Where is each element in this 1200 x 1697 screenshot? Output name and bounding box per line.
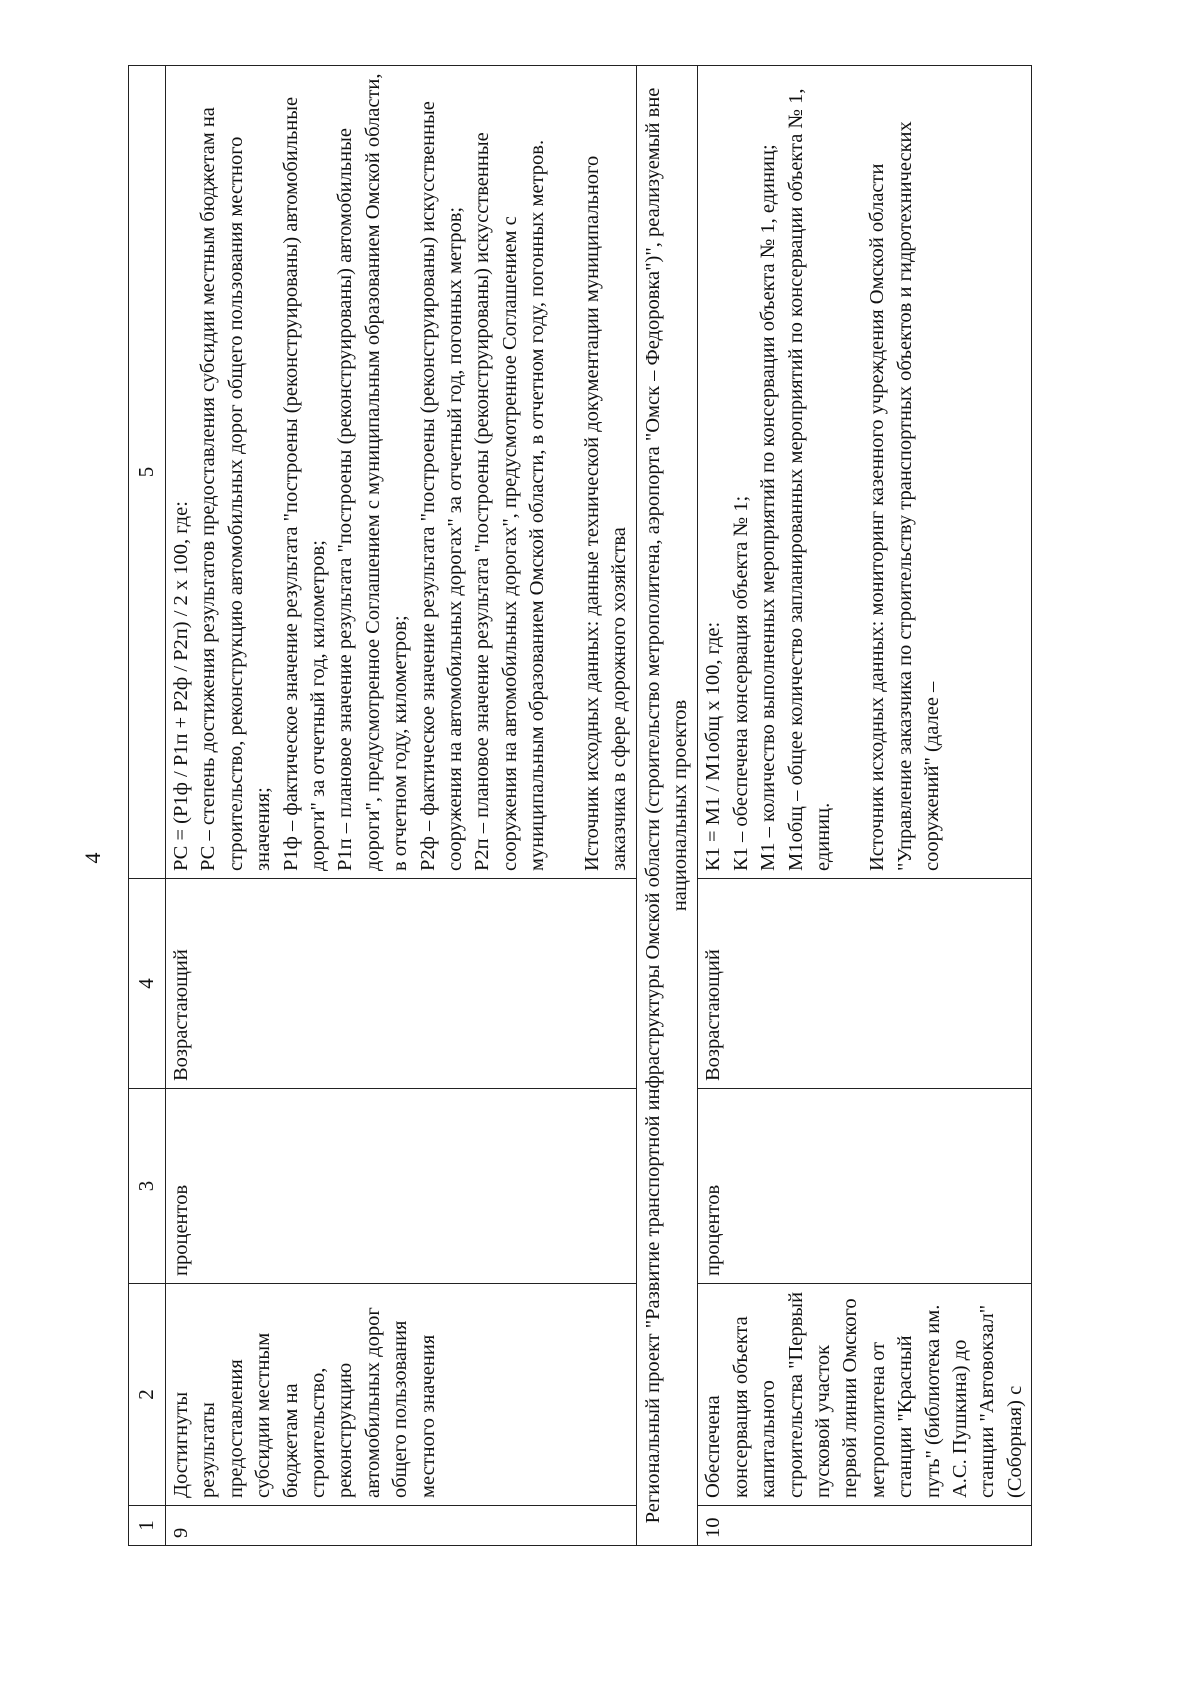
row-number: 10 bbox=[698, 1506, 1032, 1546]
formula-line: К1 – обеспечена консервация объекта № 1; bbox=[729, 495, 752, 871]
page-number: 4 bbox=[80, 852, 105, 864]
formula-line: Р1п – плановое значение результата "построены (реконструированы) автомобильные дороги", предусмотренное Соглашением с муниципальным образованием Омской области, в отчетном году, километров; bbox=[334, 73, 412, 871]
indicator-name: Обеспечена консервация объекта капитального строительства "Первый пусковой участок первой линии Омского метрополитена от станции "Красный путь" (библиотека им. А.С. Пушкина) до станции "Автовокзал" (Соборная) с bbox=[698, 1284, 1032, 1506]
formula-line: РС – степень достижения результатов предоставления субсидии местным бюджетам на строительство, реконструкцию автомобильных дорог общего пользования местного значения; bbox=[197, 107, 275, 871]
data-source: Источник исходных данных: данные технической документации муниципального заказчика в сфере дорожного хозяйства bbox=[580, 155, 631, 871]
calculation-method bbox=[698, 66, 1032, 879]
header-col-3: 3 bbox=[129, 1089, 166, 1284]
indicator-name: Достигнуты результаты предоставления субсидии местным бюджетам на строительство, реконструкцию автомобильных дорог общего пользования местного значения bbox=[166, 1284, 637, 1506]
formula-line: Р1ф – фактическое значение результата "построены (реконструированы) автомобильные дороги" за отчетный год, километров; bbox=[279, 96, 330, 871]
trend: Возрастающий bbox=[698, 879, 1032, 1089]
section-heading-row bbox=[636, 66, 698, 1546]
unit-of-measure: процентов bbox=[166, 1089, 637, 1284]
header-col-1: 1 bbox=[129, 1506, 166, 1546]
calculation-method bbox=[166, 66, 637, 879]
formula-line: М1 – количество выполненных мероприятий по консервации объекта № 1, единиц; bbox=[757, 144, 780, 871]
rotated-table-container bbox=[128, 66, 1168, 1546]
unit-of-measure: процентов bbox=[698, 1089, 1032, 1284]
formula-line: Р2п – плановое значение результата "построены (реконструированы) искусственные сооружения на автомобильных дорогах", предусмотренное Соглашением с муниципальным образованием Омской области, в отчетном году, погонных метров. bbox=[471, 132, 549, 871]
formula-line: Р2ф – фактическое значение результата "построены (реконструированы) искусственные сооружения на автомобильных дорогах" за отчетный год, погонных метров; bbox=[416, 101, 467, 871]
header-col-4: 4 bbox=[129, 879, 166, 1089]
regional-project-title: Региональный проект "Развитие транспортной инфраструктуры Омской области (строительство метрополитена, аэропорта "Омск – Федоровка")", реализуемый вне национальных проектов bbox=[636, 66, 698, 1546]
table-header-row bbox=[129, 66, 166, 1546]
formula-line: М1общ – общее количество запланированных мероприятий по консервации объекта № 1, единиц. bbox=[784, 88, 834, 871]
table-row bbox=[166, 66, 637, 1546]
row-number: 9 bbox=[166, 1506, 637, 1546]
formula-line: РС = (Р1ф / Р1п + Р2ф / Р2п) / 2 х 100, где: bbox=[170, 501, 192, 871]
data-source: Источник исходных данных: мониторинг казенного учреждения Омской области "Управление заказчика по строительству транспортных объектов и гидротехнических сооружений" (далее – bbox=[866, 121, 944, 871]
table-row bbox=[698, 66, 1032, 1546]
formula-line: К1 = М1 / М1общ х 100, где: bbox=[702, 621, 725, 871]
header-col-2: 2 bbox=[129, 1284, 166, 1506]
trend: Возрастающий bbox=[166, 879, 637, 1089]
header-col-5: 5 bbox=[129, 66, 166, 879]
indicator-table bbox=[128, 65, 1032, 1546]
